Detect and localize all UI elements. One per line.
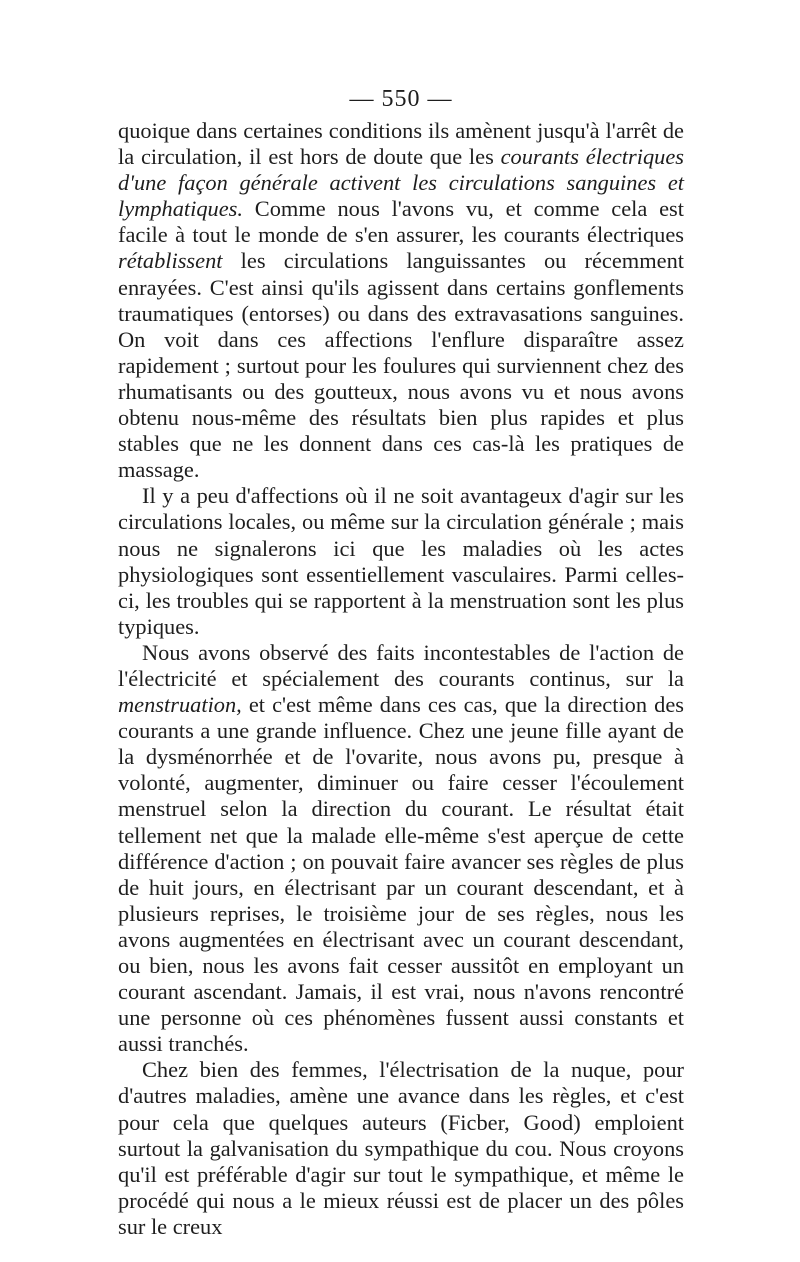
text-run: quoique dans certaines conditions ils amènent jusqu'à l'arrêt de la circulation, il est hors de doute que les bbox=[118, 118, 684, 170]
text-run: Il y a peu d'affections où il ne soit avantageux d'agir sur les circulations locales, ou même sur la circulation générale ; mais nous ne signalerons ici que les maladies où les actes physiologiques sont essentiellement vasculaires. Parmi celles-ci, les troubles qui se rapportent à la menstruation sont les plus typiques. bbox=[118, 483, 684, 639]
page-number: — 550 — bbox=[349, 86, 453, 112]
paragraph bbox=[118, 483, 684, 640]
body-text bbox=[118, 118, 684, 1240]
text-run: les circulations languissantes ou récemment enrayées. C'est ainsi qu'ils agissent dans certains gonflements traumatiques (entorses) ou dans des extravasations sanguines. On voit dans ces affections l'enflure disparaître assez rapidement ; surtout pour les foulures qui surviennent chez des rhumatisants ou des goutteux, nous avons vu et nous avons obtenu nous-même des résultats bien plus rapides et plus stables que ne les donnent dans ces cas-là les pratiques de massage. bbox=[118, 248, 684, 483]
text-run: et c'est même dans ces cas, que la direction des courants a une grande influence. Chez une jeune fille ayant de la dysménorrhée et de l'ovarite, nous avons pu, presque à volonté, augmenter, diminuer ou faire cesser l'écoulement menstruel selon la direction du courant. Le résultat était tellement net que la malade elle-même s'est aperçue de cette différence d'action ; on pouvait faire avancer ses règles de plus de huit jours, en électrisant par un courant descendant, et à plusieurs reprises, le troisième jour de ses règles, nous les avons augmentées en électrisant avec un courant descendant, ou bien, nous les avons fait cesser aussitôt en employant un courant ascendant. Jamais, il est vrai, nous n'avons rencontré une personne où ces phénomènes fussent aussi constants et aussi tranchés. bbox=[118, 692, 684, 1057]
paragraph bbox=[118, 1057, 684, 1240]
italic-text-run: courants électriques d'une façon générale activent les circulations sanguines et lymphatiques. bbox=[118, 144, 684, 222]
text-run: Nous avons observé des faits incontestables de l'action de l'électricité et spécialement des courants continus, sur la bbox=[118, 639, 684, 691]
italic-text-run: rétablissent bbox=[118, 248, 223, 274]
text-run: Chez bien des femmes, l'électrisation de la nuque, pour d'autres maladies, amène une avance dans les règles, et c'est pour cela que quelques auteurs (Ficber, Good) emploient surtout la galvanisation du sympathique du cou. Nous croyons qu'il est préférable d'agir sur tout le sympathique, et même le procédé qui nous a le mieux réussi est de placer un des pôles sur le creux bbox=[118, 1057, 684, 1239]
paragraph bbox=[118, 640, 684, 1058]
text-run: Comme nous l'avons vu, et comme cela est facile à tout le monde de s'en assurer, les courants électriques bbox=[118, 196, 684, 248]
paragraph bbox=[118, 118, 684, 483]
italic-text-run: menstruation, bbox=[118, 692, 242, 718]
